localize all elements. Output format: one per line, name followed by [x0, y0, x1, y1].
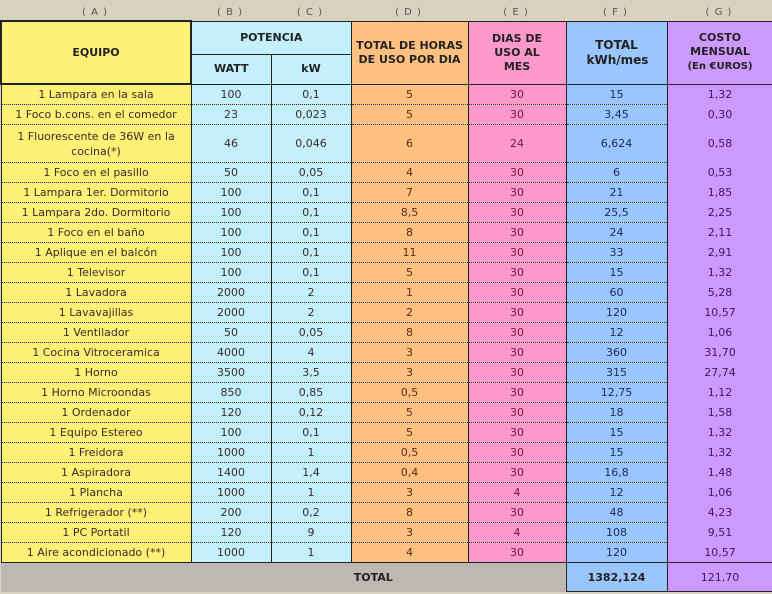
cell-costo[interactable]: 1,32: [667, 84, 772, 105]
header-watt[interactable]: WATT: [191, 54, 271, 84]
cell-horas[interactable]: 0,4: [351, 463, 468, 483]
table-row: [1, 403, 772, 423]
table-row: [1, 503, 772, 523]
table-row: [1, 443, 772, 463]
cell-kw[interactable]: 0,1: [271, 223, 351, 243]
header-costo-unit: (En €UROS): [687, 61, 753, 72]
table-row: [1, 343, 772, 363]
cell-costo[interactable]: 31,70: [667, 343, 772, 363]
total-costo[interactable]: 121,70: [667, 563, 772, 592]
cell-dias[interactable]: 30: [468, 303, 566, 323]
cell-horas[interactable]: 1: [351, 283, 468, 303]
column-letter-a: ( A ): [81, 7, 108, 18]
cell-kw[interactable]: 0,023: [271, 105, 351, 125]
table-row: [1, 543, 772, 563]
cell-horas[interactable]: 5: [351, 423, 468, 443]
cell-kw[interactable]: 0,1: [271, 183, 351, 203]
cell-watt[interactable]: 100: [191, 223, 271, 243]
cell-kwh[interactable]: 120: [566, 303, 667, 323]
cell-kwh[interactable]: 21: [566, 183, 667, 203]
cell-dias[interactable]: 30: [468, 503, 566, 523]
cell-horas[interactable]: 11: [351, 243, 468, 263]
cell-costo[interactable]: 27,74: [667, 363, 772, 383]
cell-watt[interactable]: 1400: [191, 463, 271, 483]
cell-kw[interactable]: 0,1: [271, 263, 351, 283]
cell-dias[interactable]: 30: [468, 283, 566, 303]
cell-dias[interactable]: 30: [468, 243, 566, 263]
table-row: [1, 423, 772, 443]
cell-equipo[interactable]: 1 Lavavajillas: [1, 303, 191, 323]
cell-costo[interactable]: 10,57: [667, 543, 772, 563]
cell-equipo[interactable]: 1 Foco en el baño: [1, 223, 191, 243]
cell-dias[interactable]: 30: [468, 423, 566, 443]
cell-horas[interactable]: 5: [351, 403, 468, 423]
cell-horas[interactable]: 8,5: [351, 203, 468, 223]
cell-watt[interactable]: 2000: [191, 303, 271, 323]
cell-dias[interactable]: 30: [468, 343, 566, 363]
cell-watt[interactable]: 2000: [191, 283, 271, 303]
cell-watt[interactable]: 23: [191, 105, 271, 125]
cell-watt[interactable]: 120: [191, 403, 271, 423]
cell-watt[interactable]: 100: [191, 84, 271, 105]
cell-costo[interactable]: 1,32: [667, 423, 772, 443]
cell-equipo[interactable]: 1 Horno: [1, 363, 191, 383]
cell-kwh[interactable]: 12: [566, 323, 667, 343]
table-row: [1, 383, 772, 403]
cell-kwh[interactable]: 315: [566, 363, 667, 383]
cell-dias[interactable]: 30: [468, 463, 566, 483]
cell-watt[interactable]: 200: [191, 503, 271, 523]
header-costo-label: COSTO MENSUAL: [690, 31, 750, 58]
cell-horas[interactable]: 8: [351, 503, 468, 523]
table-row: [1, 243, 772, 263]
cell-dias[interactable]: 30: [468, 84, 566, 105]
cell-watt[interactable]: 50: [191, 163, 271, 183]
cell-kwh[interactable]: 108: [566, 523, 667, 543]
cell-equipo[interactable]: 1 Televisor: [1, 263, 191, 283]
cell-equipo[interactable]: 1 Ventilador: [1, 323, 191, 343]
column-letter-b: ( B ): [216, 7, 244, 18]
cell-kw[interactable]: 4: [271, 343, 351, 363]
header-total-kwh[interactable]: TOTAL kWh/mes: [566, 21, 667, 84]
cell-costo[interactable]: 0,53: [667, 163, 772, 183]
cell-dias[interactable]: 30: [468, 203, 566, 223]
cell-dias[interactable]: 30: [468, 403, 566, 423]
cell-kwh[interactable]: 24: [566, 223, 667, 243]
cell-equipo[interactable]: 1 Fluorescente de 36W en la cocina(*): [1, 125, 191, 163]
cell-kw[interactable]: 9: [271, 523, 351, 543]
total-label[interactable]: TOTAL: [1, 563, 566, 592]
cell-kw[interactable]: 0,12: [271, 403, 351, 423]
cell-kw[interactable]: 1: [271, 543, 351, 563]
cell-kwh[interactable]: 12: [566, 483, 667, 503]
cell-equipo[interactable]: 1 Aplique en el balcón: [1, 243, 191, 263]
table-row: [1, 523, 772, 543]
header-equipo[interactable]: EQUIPO: [1, 21, 191, 84]
cell-horas[interactable]: 7: [351, 183, 468, 203]
cell-watt[interactable]: 850: [191, 383, 271, 403]
table-row: [1, 183, 772, 203]
cell-kwh[interactable]: 48: [566, 503, 667, 523]
cell-horas[interactable]: 5: [351, 84, 468, 105]
cell-equipo[interactable]: 1 Ordenador: [1, 403, 191, 423]
cell-equipo[interactable]: 1 Lampara 2do. Dormitorio: [1, 203, 191, 223]
cell-costo[interactable]: 10,57: [667, 303, 772, 323]
cell-costo[interactable]: 1,06: [667, 483, 772, 503]
cell-watt[interactable]: 100: [191, 423, 271, 443]
table-row: [1, 203, 772, 223]
total-kwh[interactable]: 1382,124: [566, 563, 667, 592]
cell-kw[interactable]: 0,2: [271, 503, 351, 523]
cell-kwh[interactable]: 12,75: [566, 383, 667, 403]
header-dias[interactable]: DIAS DE USO AL MES: [468, 21, 566, 84]
cell-horas[interactable]: 5: [351, 263, 468, 283]
cell-watt[interactable]: 100: [191, 243, 271, 263]
cell-horas[interactable]: 3: [351, 363, 468, 383]
cell-horas[interactable]: 5: [351, 105, 468, 125]
table-row: [1, 483, 772, 503]
table-row: [1, 163, 772, 183]
cell-kwh[interactable]: 18: [566, 403, 667, 423]
cell-kwh[interactable]: 15: [566, 263, 667, 283]
cell-horas[interactable]: 2: [351, 303, 468, 323]
cell-kw[interactable]: 3,5: [271, 363, 351, 383]
table-row: [1, 363, 772, 383]
cell-dias[interactable]: 30: [468, 223, 566, 243]
cell-dias[interactable]: 30: [468, 105, 566, 125]
cell-dias[interactable]: 4: [468, 523, 566, 543]
cell-kwh[interactable]: 3,45: [566, 105, 667, 125]
cell-watt[interactable]: 120: [191, 523, 271, 543]
cell-equipo[interactable]: 1 Lavadora: [1, 283, 191, 303]
cell-equipo[interactable]: 1 Lampara 1er. Dormitorio: [1, 183, 191, 203]
cell-kwh[interactable]: 25,5: [566, 203, 667, 223]
cell-costo[interactable]: 1,58: [667, 403, 772, 423]
cell-kw[interactable]: 0,05: [271, 323, 351, 343]
cell-dias[interactable]: 30: [468, 363, 566, 383]
column-letter-f: ( F ): [603, 7, 628, 18]
table-body: [1, 84, 772, 563]
table-row: [1, 263, 772, 283]
cell-costo[interactable]: 1,12: [667, 383, 772, 403]
cell-costo[interactable]: 1,85: [667, 183, 772, 203]
header-kw[interactable]: kW: [271, 54, 351, 84]
cell-costo[interactable]: 0,58: [667, 125, 772, 163]
cell-kw[interactable]: 2: [271, 303, 351, 323]
cell-equipo[interactable]: 1 Horno Microondas: [1, 383, 191, 403]
cell-horas[interactable]: 8: [351, 323, 468, 343]
cell-horas[interactable]: 3: [351, 483, 468, 503]
cell-kw[interactable]: 0,1: [271, 243, 351, 263]
cell-equipo[interactable]: 1 Plancha: [1, 483, 191, 503]
cell-dias[interactable]: 4: [468, 483, 566, 503]
cell-costo[interactable]: 0,30: [667, 105, 772, 125]
cell-equipo[interactable]: 1 Refrigerador (**): [1, 503, 191, 523]
cell-dias[interactable]: 30: [468, 543, 566, 563]
column-letter-c: ( C ): [296, 7, 324, 18]
cell-equipo[interactable]: 1 Equipo Estereo: [1, 423, 191, 443]
cell-kw[interactable]: 0,046: [271, 125, 351, 163]
cell-costo[interactable]: 2,25: [667, 203, 772, 223]
cell-kwh[interactable]: 120: [566, 543, 667, 563]
cell-costo[interactable]: 1,48: [667, 463, 772, 483]
cell-equipo[interactable]: 1 Freidora: [1, 443, 191, 463]
cell-horas[interactable]: 0,5: [351, 383, 468, 403]
cell-equipo[interactable]: 1 Cocina Vitroceramica: [1, 343, 191, 363]
cell-kw[interactable]: 0,1: [271, 203, 351, 223]
cell-dias[interactable]: 30: [468, 163, 566, 183]
cell-costo[interactable]: 9,51: [667, 523, 772, 543]
cell-watt[interactable]: 1000: [191, 543, 271, 563]
cell-watt[interactable]: 1000: [191, 443, 271, 463]
cell-kw[interactable]: 1: [271, 443, 351, 463]
table-row: [1, 125, 772, 163]
cell-equipo[interactable]: 1 PC Portatil: [1, 523, 191, 543]
table-row: [1, 463, 772, 483]
cell-kw[interactable]: 0,85: [271, 383, 351, 403]
cell-horas[interactable]: 4: [351, 163, 468, 183]
cell-kw[interactable]: 1: [271, 483, 351, 503]
cell-kw[interactable]: 0,05: [271, 163, 351, 183]
header-horas[interactable]: TOTAL DE HORAS DE USO POR DIA: [351, 21, 468, 84]
cell-horas[interactable]: 8: [351, 223, 468, 243]
cell-kwh[interactable]: 15: [566, 84, 667, 105]
table-row: [1, 84, 772, 105]
cell-kwh[interactable]: 6: [566, 163, 667, 183]
cell-horas[interactable]: 3: [351, 343, 468, 363]
column-letter-row: [0, 0, 772, 20]
table-row: [1, 105, 772, 125]
table-row: [1, 323, 772, 343]
cell-watt[interactable]: 1000: [191, 483, 271, 503]
cell-horas[interactable]: 4: [351, 543, 468, 563]
cell-kw[interactable]: 2: [271, 283, 351, 303]
cell-costo[interactable]: 1,32: [667, 263, 772, 283]
cell-equipo[interactable]: 1 Aire acondicionado (**): [1, 543, 191, 563]
cell-watt[interactable]: 46: [191, 125, 271, 163]
cell-dias[interactable]: 30: [468, 443, 566, 463]
column-letter-e: ( E ): [503, 7, 529, 18]
cell-horas[interactable]: 3: [351, 523, 468, 543]
cell-costo[interactable]: 2,11: [667, 223, 772, 243]
cell-watt[interactable]: 100: [191, 183, 271, 203]
cell-costo[interactable]: 1,32: [667, 443, 772, 463]
cell-watt[interactable]: 100: [191, 203, 271, 223]
cell-kwh[interactable]: 60: [566, 283, 667, 303]
cell-equipo[interactable]: 1 Aspiradora: [1, 463, 191, 483]
cell-watt[interactable]: 100: [191, 263, 271, 283]
cell-dias[interactable]: 30: [468, 383, 566, 403]
cell-kwh[interactable]: 360: [566, 343, 667, 363]
cell-equipo[interactable]: 1 Foco b.cons. en el comedor: [1, 105, 191, 125]
cell-kwh[interactable]: 15: [566, 443, 667, 463]
table-row: [1, 303, 772, 323]
cell-kw[interactable]: 0,1: [271, 423, 351, 443]
cell-costo[interactable]: 4,23: [667, 503, 772, 523]
cell-costo[interactable]: 2,91: [667, 243, 772, 263]
cell-horas[interactable]: 0,5: [351, 443, 468, 463]
cell-dias[interactable]: 30: [468, 323, 566, 343]
cell-dias[interactable]: 24: [468, 125, 566, 163]
table-row: [1, 283, 772, 303]
cell-kwh[interactable]: 16,8: [566, 463, 667, 483]
cell-watt[interactable]: 50: [191, 323, 271, 343]
cell-equipo[interactable]: 1 Lampara en la sala: [1, 84, 191, 105]
cell-dias[interactable]: 30: [468, 263, 566, 283]
cell-horas[interactable]: 6: [351, 125, 468, 163]
header-costo[interactable]: [667, 21, 772, 84]
cell-costo[interactable]: 1,06: [667, 323, 772, 343]
cell-watt[interactable]: 4000: [191, 343, 271, 363]
cell-watt[interactable]: 3500: [191, 363, 271, 383]
cell-kwh[interactable]: 6,624: [566, 125, 667, 163]
column-letter-g: ( G ): [705, 7, 733, 18]
cell-kwh[interactable]: 33: [566, 243, 667, 263]
cell-kw[interactable]: 1,4: [271, 463, 351, 483]
table-row: [1, 223, 772, 243]
cell-costo[interactable]: 5,28: [667, 283, 772, 303]
cell-dias[interactable]: 30: [468, 183, 566, 203]
cell-kwh[interactable]: 15: [566, 423, 667, 443]
column-letter-d: ( D ): [395, 7, 422, 18]
cell-equipo[interactable]: 1 Foco en el pasillo: [1, 163, 191, 183]
energy-consumption-table: [0, 20, 772, 592]
cell-kw[interactable]: 0,1: [271, 84, 351, 105]
header-potencia[interactable]: POTENCIA: [191, 21, 351, 54]
